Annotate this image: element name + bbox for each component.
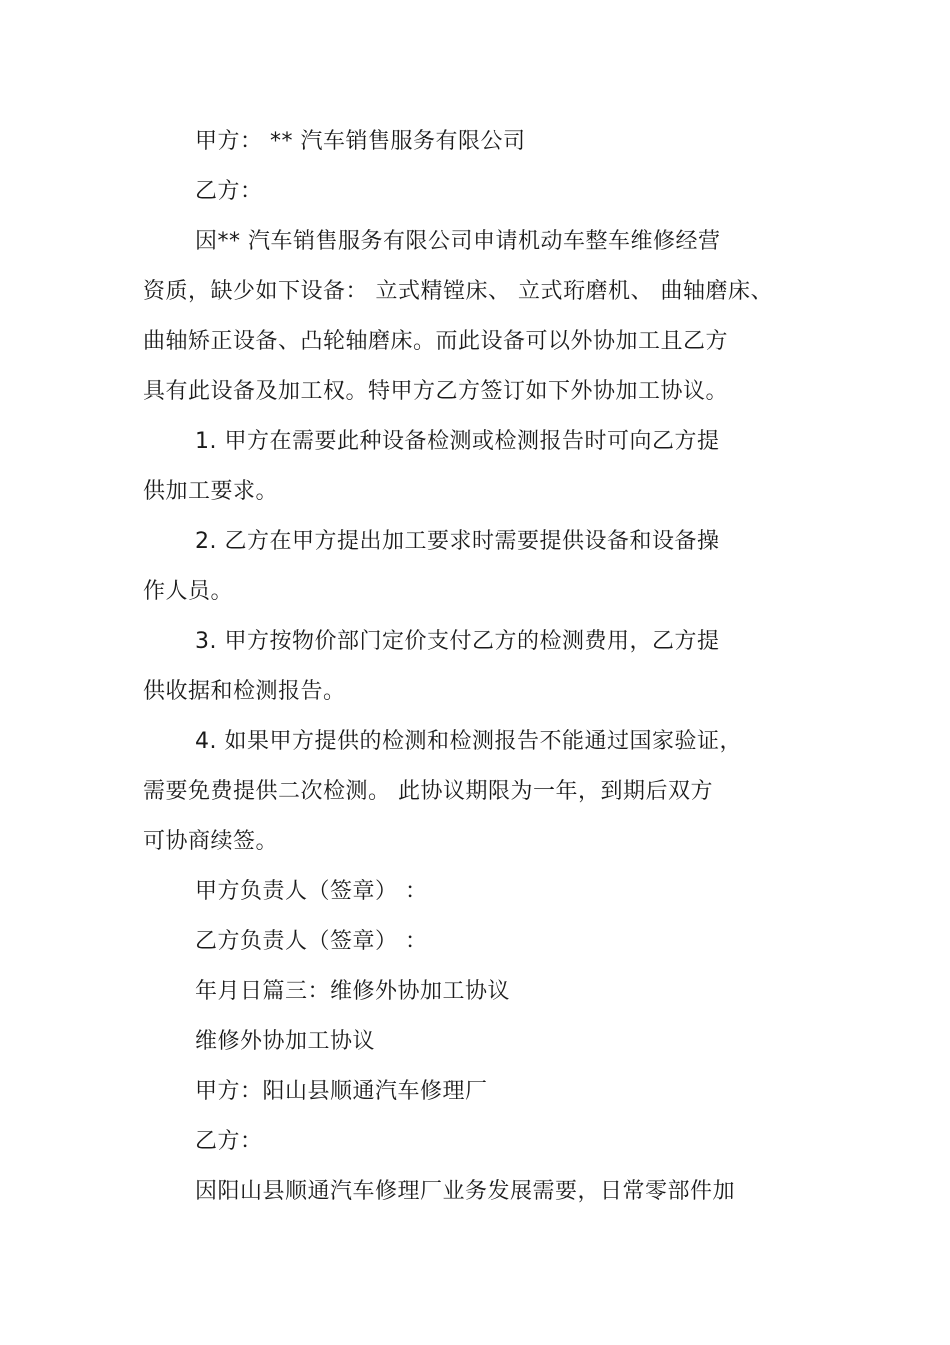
- intro-paragraph-line-1: 因** 汽车销售服务有限公司申请机动车整车维修经营: [195, 229, 721, 254]
- intro-paragraph-line-3: 曲轴矫正设备、凸轮轴磨床。而此设备可以外协加工且乙方: [143, 329, 729, 354]
- section-three-heading: 年月日篇三：维修外协加工协议: [195, 979, 511, 1004]
- party-a-line-2: 甲方：阳山县顺通汽车修理厂: [195, 1079, 488, 1104]
- clause-3-line-2: 供收据和检测报告。: [143, 679, 346, 704]
- party-b-line: 乙方：: [195, 179, 263, 204]
- party-b-signature-line: 乙方负责人（签章） ：: [195, 929, 428, 954]
- clause-4-line-3: 可协商续签。: [143, 829, 279, 854]
- clause-1-line-1: 1. 甲方在需要此种设备检测或检测报告时可向乙方提: [195, 429, 720, 454]
- intro-paragraph-line-4: 具有此设备及加工权。特甲方乙方签订如下外协加工协议。: [143, 379, 729, 404]
- agreement-title: 维修外协加工协议: [195, 1029, 376, 1054]
- clause-1-line-2: 供加工要求。: [143, 479, 279, 504]
- clause-4-line-1: 4. 如果甲方提供的检测和检测报告不能通过国家验证，: [195, 729, 742, 754]
- intro-paragraph-line-2: 资质，缺少如下设备： 立式精镗床、 立式珩磨机、 曲轴磨床、: [143, 279, 773, 304]
- party-a-line: 甲方： ** 汽车销售服务有限公司: [195, 129, 526, 154]
- clause-2-line-1: 2. 乙方在甲方提出加工要求时需要提供设备和设备操: [195, 529, 720, 554]
- party-b-line-2: 乙方：: [195, 1129, 263, 1154]
- party-a-signature-line: 甲方负责人（签章） ：: [195, 879, 428, 904]
- clause-3-line-1: 3. 甲方按物价部门定价支付乙方的检测费用，乙方提: [195, 629, 720, 654]
- intro-paragraph-2-line-1: 因阳山县顺通汽车修理厂业务发展需要，日常零部件加: [195, 1179, 736, 1204]
- clause-4-line-2: 需要免费提供二次检测。 此协议期限为一年，到期后双方: [143, 779, 713, 804]
- clause-2-line-2: 作人员。: [143, 579, 234, 604]
